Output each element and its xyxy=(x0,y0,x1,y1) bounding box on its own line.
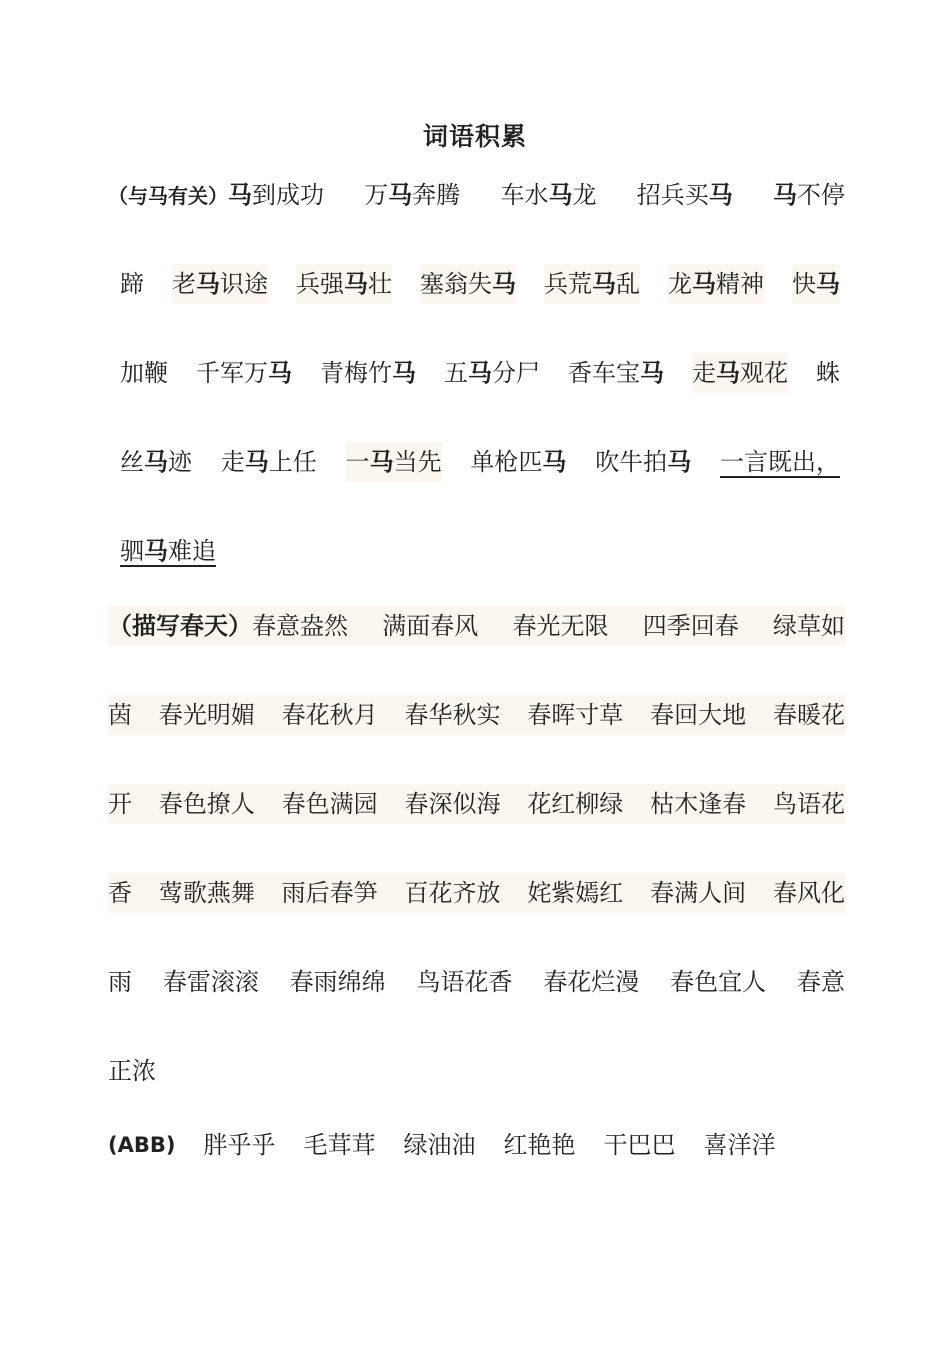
abb-word-5: 干巴巴 xyxy=(603,1131,676,1159)
spring-word-6-1: 正浓 xyxy=(108,1057,156,1085)
spring-line-1 xyxy=(108,606,845,646)
horse-word-4-5: 吹牛拍马 xyxy=(595,448,692,476)
spring-word-4-7: 春风化 xyxy=(772,879,845,907)
horse-word-2-6: 龙马精神 xyxy=(668,264,764,304)
abb-word-2: 毛茸茸 xyxy=(303,1131,376,1159)
horse-word-3-1: 加鞭 xyxy=(120,359,168,387)
spring-word-5-7: 春意 xyxy=(796,968,845,996)
spring-section-label: （描写春天） xyxy=(108,612,252,640)
horse-word-4-2: 走马上任 xyxy=(220,448,317,476)
horse-word-2-7: 快马 xyxy=(792,264,840,304)
spring-word-4-2: 莺歌燕舞 xyxy=(158,879,255,907)
abb-line xyxy=(108,1125,845,1165)
spring-word-1-1: （描写春天）春意盎然 xyxy=(108,612,348,640)
spring-word-3-1: 开 xyxy=(108,790,132,818)
abb-word-1: 胖乎乎 xyxy=(203,1131,276,1159)
spring-word-2-3: 春花秋月 xyxy=(281,701,378,729)
spring-word-3-7: 鸟语花 xyxy=(772,790,845,818)
horse-word-1-4: 招兵买马 xyxy=(636,181,733,209)
spring-line-3 xyxy=(108,784,845,824)
horse-word-3-6: 走马观花 xyxy=(692,353,788,393)
spring-word-2-6: 春回大地 xyxy=(650,701,747,729)
horse-word-3-4: 五马分尸 xyxy=(444,359,540,387)
spring-word-5-6: 春色宜人 xyxy=(670,968,767,996)
horse-word-3-2: 千军万马 xyxy=(196,359,292,387)
page-title: 词语积累 xyxy=(422,122,527,151)
spring-word-5-5: 春花烂漫 xyxy=(543,968,640,996)
spring-word-4-4: 百花齐放 xyxy=(404,879,501,907)
horse-word-4-3: 一马当先 xyxy=(346,442,442,482)
horse-section-label: （与马有关） xyxy=(108,184,228,208)
abb-word-4: 红艳艳 xyxy=(503,1131,576,1159)
horse-word-2-4: 塞翁失马 xyxy=(420,264,516,304)
horse-line-1 xyxy=(108,175,845,215)
spring-line-6 xyxy=(108,1051,845,1091)
spring-word-2-4: 春华秋实 xyxy=(404,701,501,729)
horse-word-2-3: 兵强马壮 xyxy=(296,264,392,304)
spring-word-1-5: 绿草如 xyxy=(773,612,845,640)
spring-word-3-2: 春色撩人 xyxy=(158,790,255,818)
abb-word-6: 喜洋洋 xyxy=(703,1131,776,1159)
spring-line-4 xyxy=(108,873,845,913)
spring-word-4-1: 香 xyxy=(108,879,132,907)
horse-word-5-1: 驷马难追 xyxy=(120,537,216,565)
spring-word-4-3: 雨后春笋 xyxy=(281,879,378,907)
spring-word-3-5: 花红柳绿 xyxy=(527,790,624,818)
horse-word-4-4: 单枪匹马 xyxy=(470,448,567,476)
spring-word-2-5: 春晖寸草 xyxy=(527,701,624,729)
horse-word-4-6: 一言既出， xyxy=(719,448,840,476)
horse-word-1-1: （与马有关）马到成功 xyxy=(108,181,324,209)
horse-word-4-1: 丝马迹 xyxy=(120,448,192,476)
spring-word-3-3: 春色满园 xyxy=(281,790,378,818)
horse-word-2-5: 兵荒马乱 xyxy=(544,264,640,304)
spring-line-5 xyxy=(108,962,845,1002)
horse-line-3 xyxy=(120,353,840,393)
spring-word-5-3: 春雨绵绵 xyxy=(289,968,386,996)
abb-section-label: (ABB) xyxy=(108,1133,176,1157)
horse-word-3-7: 蛛 xyxy=(816,359,840,387)
abb-word-3: 绿油油 xyxy=(403,1131,476,1159)
horse-word-1-3: 车水马龙 xyxy=(500,181,597,209)
horse-word-2-1: 蹄 xyxy=(120,270,144,298)
spring-word-5-1: 雨 xyxy=(108,968,132,996)
horse-word-3-5: 香车宝马 xyxy=(568,359,664,387)
horse-line-4 xyxy=(120,442,840,482)
spring-word-4-5: 姹紫嫣红 xyxy=(527,879,624,907)
horse-word-1-2: 万马奔腾 xyxy=(364,181,461,209)
spring-word-1-4: 四季回春 xyxy=(642,612,739,640)
horse-line-5 xyxy=(120,531,845,571)
horse-word-3-3: 青梅竹马 xyxy=(320,359,416,387)
spring-word-5-2: 春雷滚滚 xyxy=(162,968,259,996)
horse-word-1-5: 马不停 xyxy=(773,181,845,209)
spring-line-2 xyxy=(108,695,845,735)
spring-word-1-2: 满面春风 xyxy=(382,612,479,640)
spring-word-2-1: 茵 xyxy=(108,701,132,729)
spring-word-2-7: 春暖花 xyxy=(772,701,845,729)
spring-word-5-4: 鸟语花香 xyxy=(416,968,513,996)
horse-word-2-2: 老马识途 xyxy=(172,264,268,304)
spring-word-4-6: 春满人间 xyxy=(650,879,747,907)
spring-word-3-6: 枯木逢春 xyxy=(650,790,747,818)
spring-word-2-2: 春光明媚 xyxy=(158,701,255,729)
spring-word-3-4: 春深似海 xyxy=(404,790,501,818)
horse-line-2 xyxy=(120,264,840,304)
spring-word-1-3: 春光无限 xyxy=(512,612,609,640)
